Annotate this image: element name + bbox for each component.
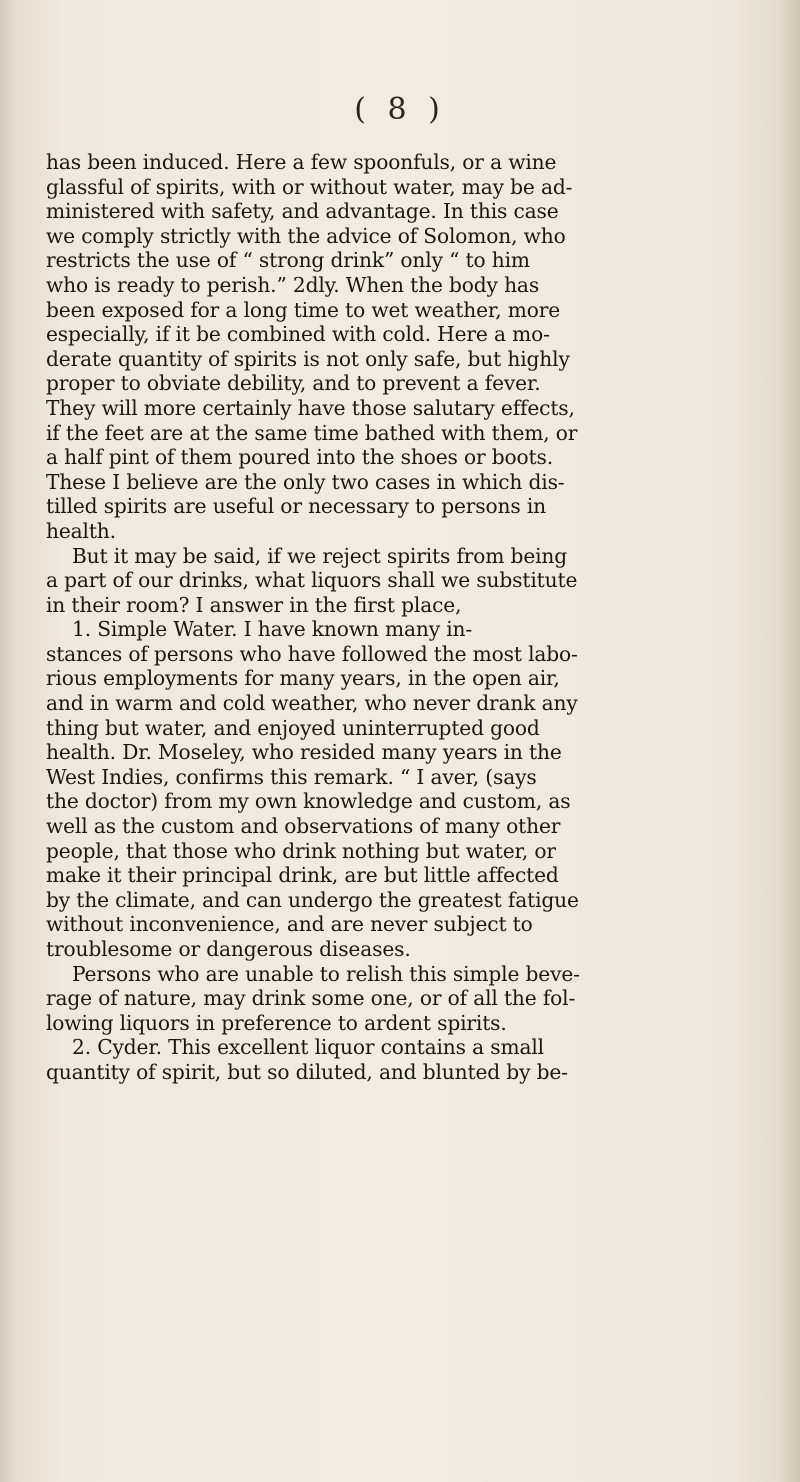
text-line: been exposed for a long time to wet weather, more [46, 297, 561, 322]
text-line: tilled spirits are useful or necessary to persons in [46, 494, 547, 519]
text-line: by the climate, and can undergo the greatest fatigue [46, 887, 579, 912]
text-line: has been induced. Here a few spoonfuls, or a wine [46, 150, 557, 174]
text-line: rious employments for many years, in the open air, [46, 666, 560, 691]
text-line: They will more certainly have those salutary effects, [46, 395, 575, 420]
text-line: health. Dr. Moseley, who resided many years in the [46, 740, 562, 765]
paragraph-start-line: Persons who are unable to relish this simple beve- [72, 961, 580, 986]
text-line: stances of persons who have followed the most labo- [46, 641, 578, 666]
text-line: ministered with safety, and advantage. In this case [46, 199, 559, 224]
text-line: thing but water, and enjoyed uninterrupted good [46, 715, 540, 740]
text-line: if the feet are at the same time bathed with them, or [46, 420, 578, 445]
page-edge-shadow [778, 0, 800, 1482]
text-line: people, that those who drink nothing but water, or [46, 838, 556, 863]
text-line: the doctor) from my own knowledge and custom, as [46, 789, 571, 814]
text-line: lowing liquors in preference to ardent spirits. [46, 1010, 507, 1035]
section-heading-line-simple-water: 1. Simple Water. I have known many in- [72, 617, 473, 642]
text-line: in their room? I answer in the first place, [46, 592, 462, 617]
text-line: proper to obviate debility, and to prevent a fever. [46, 371, 541, 396]
section-heading-line-cyder: 2. Cyder. This excellent liquor contains a small [72, 1035, 544, 1060]
text-line: health. [46, 518, 116, 543]
text-line: rage of nature, may drink some one, or of all the fol- [46, 986, 576, 1011]
text-line: glassful of spirits, with or without water, may be ad- [46, 174, 573, 199]
text-line: we comply strictly with the advice of Solomon, who [46, 223, 566, 248]
text-line: quantity of spirit, but so diluted, and blunted by be- [46, 1059, 568, 1084]
body-text [46, 150, 766, 1085]
paragraph-start-line: But it may be said, if we reject spirits from being [72, 543, 568, 568]
text-line: derate quantity of spirits is not only safe, but highly [46, 346, 570, 371]
text-line: a part of our drinks, what liquors shall we substitute [46, 568, 578, 593]
page-gutter-shadow [0, 0, 18, 1482]
text-line: restricts the use of “ strong drink” only “ to him [46, 248, 530, 273]
text-line: who is ready to perish.” 2dly. When the body has [46, 272, 540, 297]
text-line: make it their principal drink, are but little affected [46, 863, 559, 888]
text-line: These I believe are the only two cases in which dis- [46, 469, 565, 494]
text-line: and in warm and cold weather, who never drank any [46, 691, 578, 716]
text-line: without inconvenience, and are never subject to [46, 912, 533, 937]
text-line: especially, if it be combined with cold. Here a mo- [46, 322, 550, 347]
text-line: troublesome or dangerous diseases. [46, 937, 411, 961]
text-line: West Indies, confirms this remark. “ I aver, (says [46, 764, 537, 789]
text-line: well as the custom and observations of many other [46, 814, 561, 839]
page-number: ( 8 ) [354, 92, 446, 127]
text-line: a half pint of them poured into the shoes or boots. [46, 445, 553, 470]
